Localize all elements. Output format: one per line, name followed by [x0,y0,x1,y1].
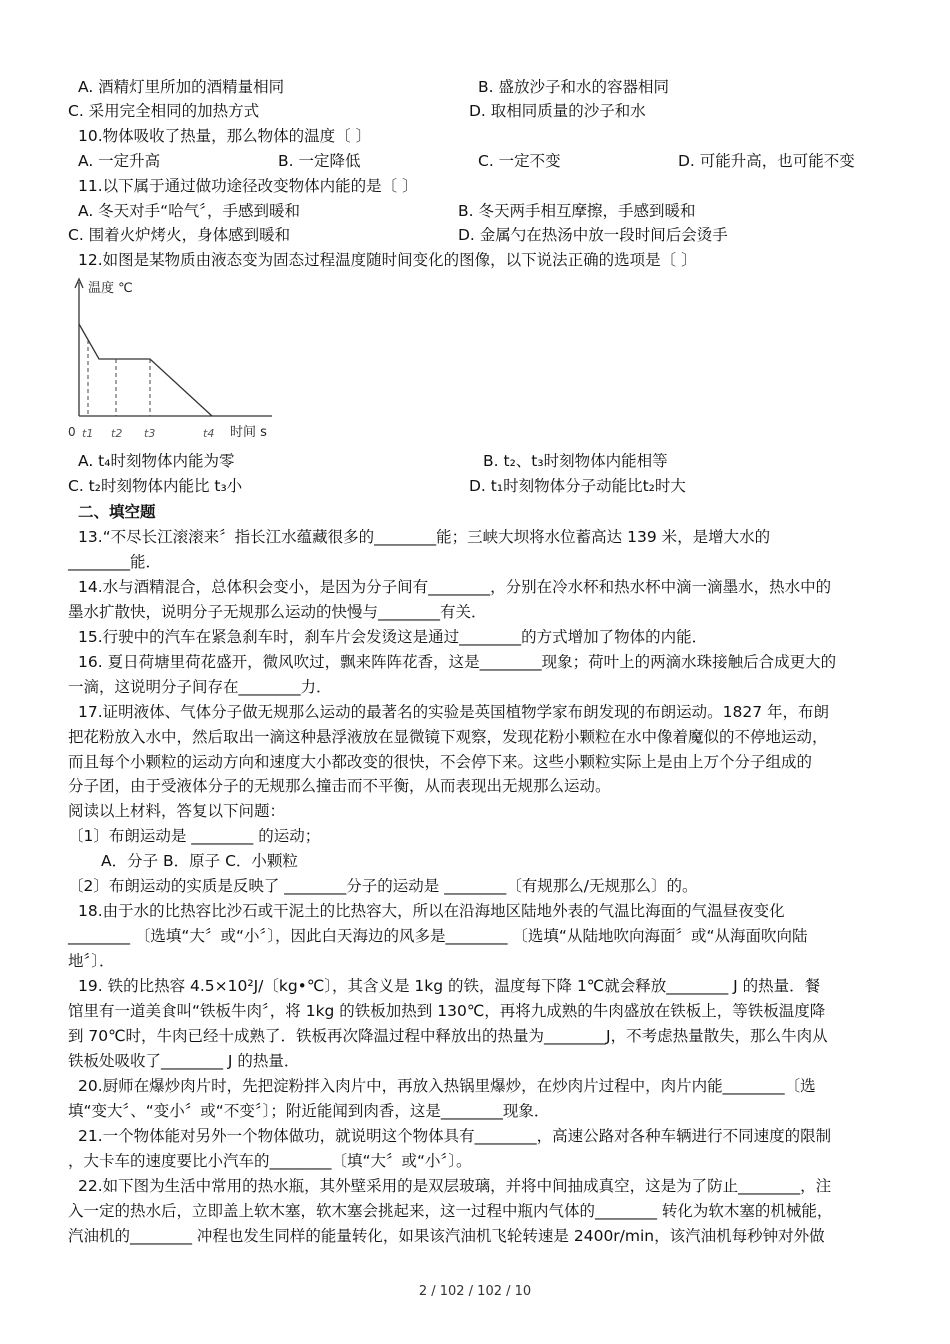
question-17-line-3: 而且每个小颗粒的运动方向和速度大小都改变的很快，不会停下来。这些小颗粒实际上是由上万个分子组成的 [68,753,813,771]
section-heading: 二、填空题 [78,503,156,521]
option-11a: A. 冬天对手“哈气〞，手感到暖和 [78,202,300,220]
option-9a: A. 酒精灯里所加的酒精量相同 [78,78,285,96]
option-12b: B. t₂、t₃时刻物体内能相等 [483,452,668,470]
x-axis-label: 时间 s [230,425,267,440]
page-footer: 2 / 102 / 102 / 10 [418,1284,532,1299]
option-11c: C. 围着火炉烤火，身体感到暖和 [68,226,291,244]
question-17-sub-2: 〔2〕布朗运动的实质是反映了 ________分子的运动是 ________〔有规那么/无规那么〕的。 [68,877,698,895]
option-10b: B. 一定降低 [278,152,361,170]
question-20-line-1: 20.厨师在爆炒肉片时，先把淀粉拌入肉片中，再放入热锅里爆炒，在炒肉片过程中，肉片内能________〔选 [78,1077,816,1095]
question-13-line-2: ________能． [68,553,162,571]
tick-t2: t2 [111,427,123,440]
option-9b: B. 盛放沙子和水的容器相同 [478,78,669,96]
question-22-line-1: 22.如下图为生活中常用的热水瓶，其外壁采用的是双层玻璃，并将中间抽成真空，这是为了防止________，注 [78,1177,832,1195]
y-axis-label: 温度 ℃ [88,281,133,296]
tick-t4: t4 [203,427,215,440]
question-21-line-1: 21.一个物体能对另外一个物体做功，就说明这个物体具有________，高速公路对各种车辆进行不同速度的限制 [78,1127,832,1145]
option-12d: D. t₁时刻物体分子动能比t₂时大 [469,477,686,495]
option-11d: D. 金属勺在热汤中放一段时间后会烫手 [458,226,728,244]
option-10c: C. 一定不变 [478,152,561,170]
question-22-line-2: 入一定的热水后，立即盖上软木塞，软木塞会挑起来，这一过程中瓶内气体的________ 转化为软木塞的机械能， [68,1202,833,1220]
question-22-line-3: 汽油机的________ 冲程也发生同样的能量转化，如果该汽油机飞轮转速是 2400r/min，该汽油机每秒钟对外做 [68,1227,825,1245]
question-17-line-1: 17.证明液体、气体分子做无规那么运动的最著名的实验是英国植物学家布朗发现的布朗运动。1827 年，布朗 [78,703,830,721]
tick-t1: t1 [82,427,94,440]
option-11b: B. 冬天两手相互摩擦，手感到暖和 [458,202,696,220]
question-14-line-2: 墨水扩散快，说明分子无规那么运动的快慢与________有关． [68,603,487,621]
option-12c: C. t₂时刻物体内能比 t₃小 [68,477,243,495]
question-17-line-2: 把花粉放入水中，然后取出一滴这种悬浮液放在显微镜下观察，发现花粉小颗粒在水中像着魔似的不停地运动， [68,728,828,746]
option-9c: C. 采用完全相同的加热方式 [68,102,260,120]
question-16-line-2: 一滴，这说明分子间存在________力． [68,678,332,696]
cooling-curve [79,324,212,416]
option-10d: D. 可能升高，也可能不变 [678,152,855,170]
question-17-line-4: 分子团，由于受液体分子的无规那么撞击而不平衡，从而表现出无规那么运动。 [68,777,611,795]
question-16-line-1: 16. 夏日荷塘里荷花盛开，微风吹过，飘来阵阵花香，这是________现象；荷叶上的两滴水珠接触后合成更大的 [78,653,837,671]
question-21-line-2: ，大卡车的速度要比小汽车的________〔填“大〞或“小〞〕。 [68,1152,472,1170]
question-19-line-3: 到 70℃时，牛肉已经十成熟了．铁板再次降温过程中释放出的热量为________J，不考虑热量散失，那么牛肉从 [68,1027,828,1045]
question-18-line-1: 18.由于水的比热容比沙石或干泥土的比热容大，所以在沿海地区陆地外表的气温比海面的气温昼夜变化 [78,902,785,920]
question-19-line-1: 19. 铁的比热容 4.5×10²J/〔kg•℃〕，其含义是 1kg 的铁，温度每下降 1℃就会释放________ J 的热量．餐 [78,977,821,995]
question-12: 12.如图是某物质由液态变为固态过程温度随时间变化的图像，以下说法正确的选项是〔 〕 [78,251,697,269]
question-14-line-1: 14.水与酒精混合，总体积会变小，是因为分子间有________，分别在冷水杯和热水杯中滴一滴墨水，热水中的 [78,578,832,596]
question-10: 10.物体吸收了热量，那么物体的温度〔 〕 [78,127,372,145]
option-9d: D. 取相同质量的沙子和水 [469,102,646,120]
temperature-time-graph [62,272,292,444]
origin-label: 0 [68,425,76,439]
question-19-line-2: 馆里有一道美食叫“铁板牛肉〞，将 1kg 的铁板加热到 130℃，再将九成熟的牛肉盛放在铁板上，等铁板温度降 [68,1002,826,1020]
question-13-line-1: 13.“不尽长江滚滚来〞指长江水蕴藏很多的________能；三峡大坝将水位蓄高达 139 米，是增大水的 [78,528,771,546]
question-15: 15.行驶中的汽车在紧急刹车时，刹车片会发烫这是通过________的方式增加了物体的内能． [78,628,708,646]
question-11: 11.以下属于通过做功途径改变物体内能的是〔 〕 [78,177,418,195]
question-18-line-3: 地〞〕． [68,952,115,970]
tick-t3: t3 [144,427,156,440]
question-18-line-2: ________ 〔选填“大〞或“小〞〕，因此白天海边的风多是________ 〔选填“从陆地吹向海面〞或“从海面吹向陆 [68,927,808,945]
question-17-sub-1-options: A．分子 B．原子 C．小颗粒 [101,852,298,870]
question-17-sub-1: 〔1〕布朗运动是 ________ 的运动； [68,827,321,845]
question-20-line-2: 填“变大〞、“变小〞或“不变〞〕；附近能闻到肉香，这是________现象． [68,1102,550,1120]
option-10a: A. 一定升高 [78,152,161,170]
question-19-line-4: 铁板处吸收了________ J 的热量． [68,1052,300,1070]
question-17-prompt: 阅读以上材料，答复以下问题： [68,802,286,820]
option-12a: A. t₄时刻物体内能为零 [78,452,235,470]
